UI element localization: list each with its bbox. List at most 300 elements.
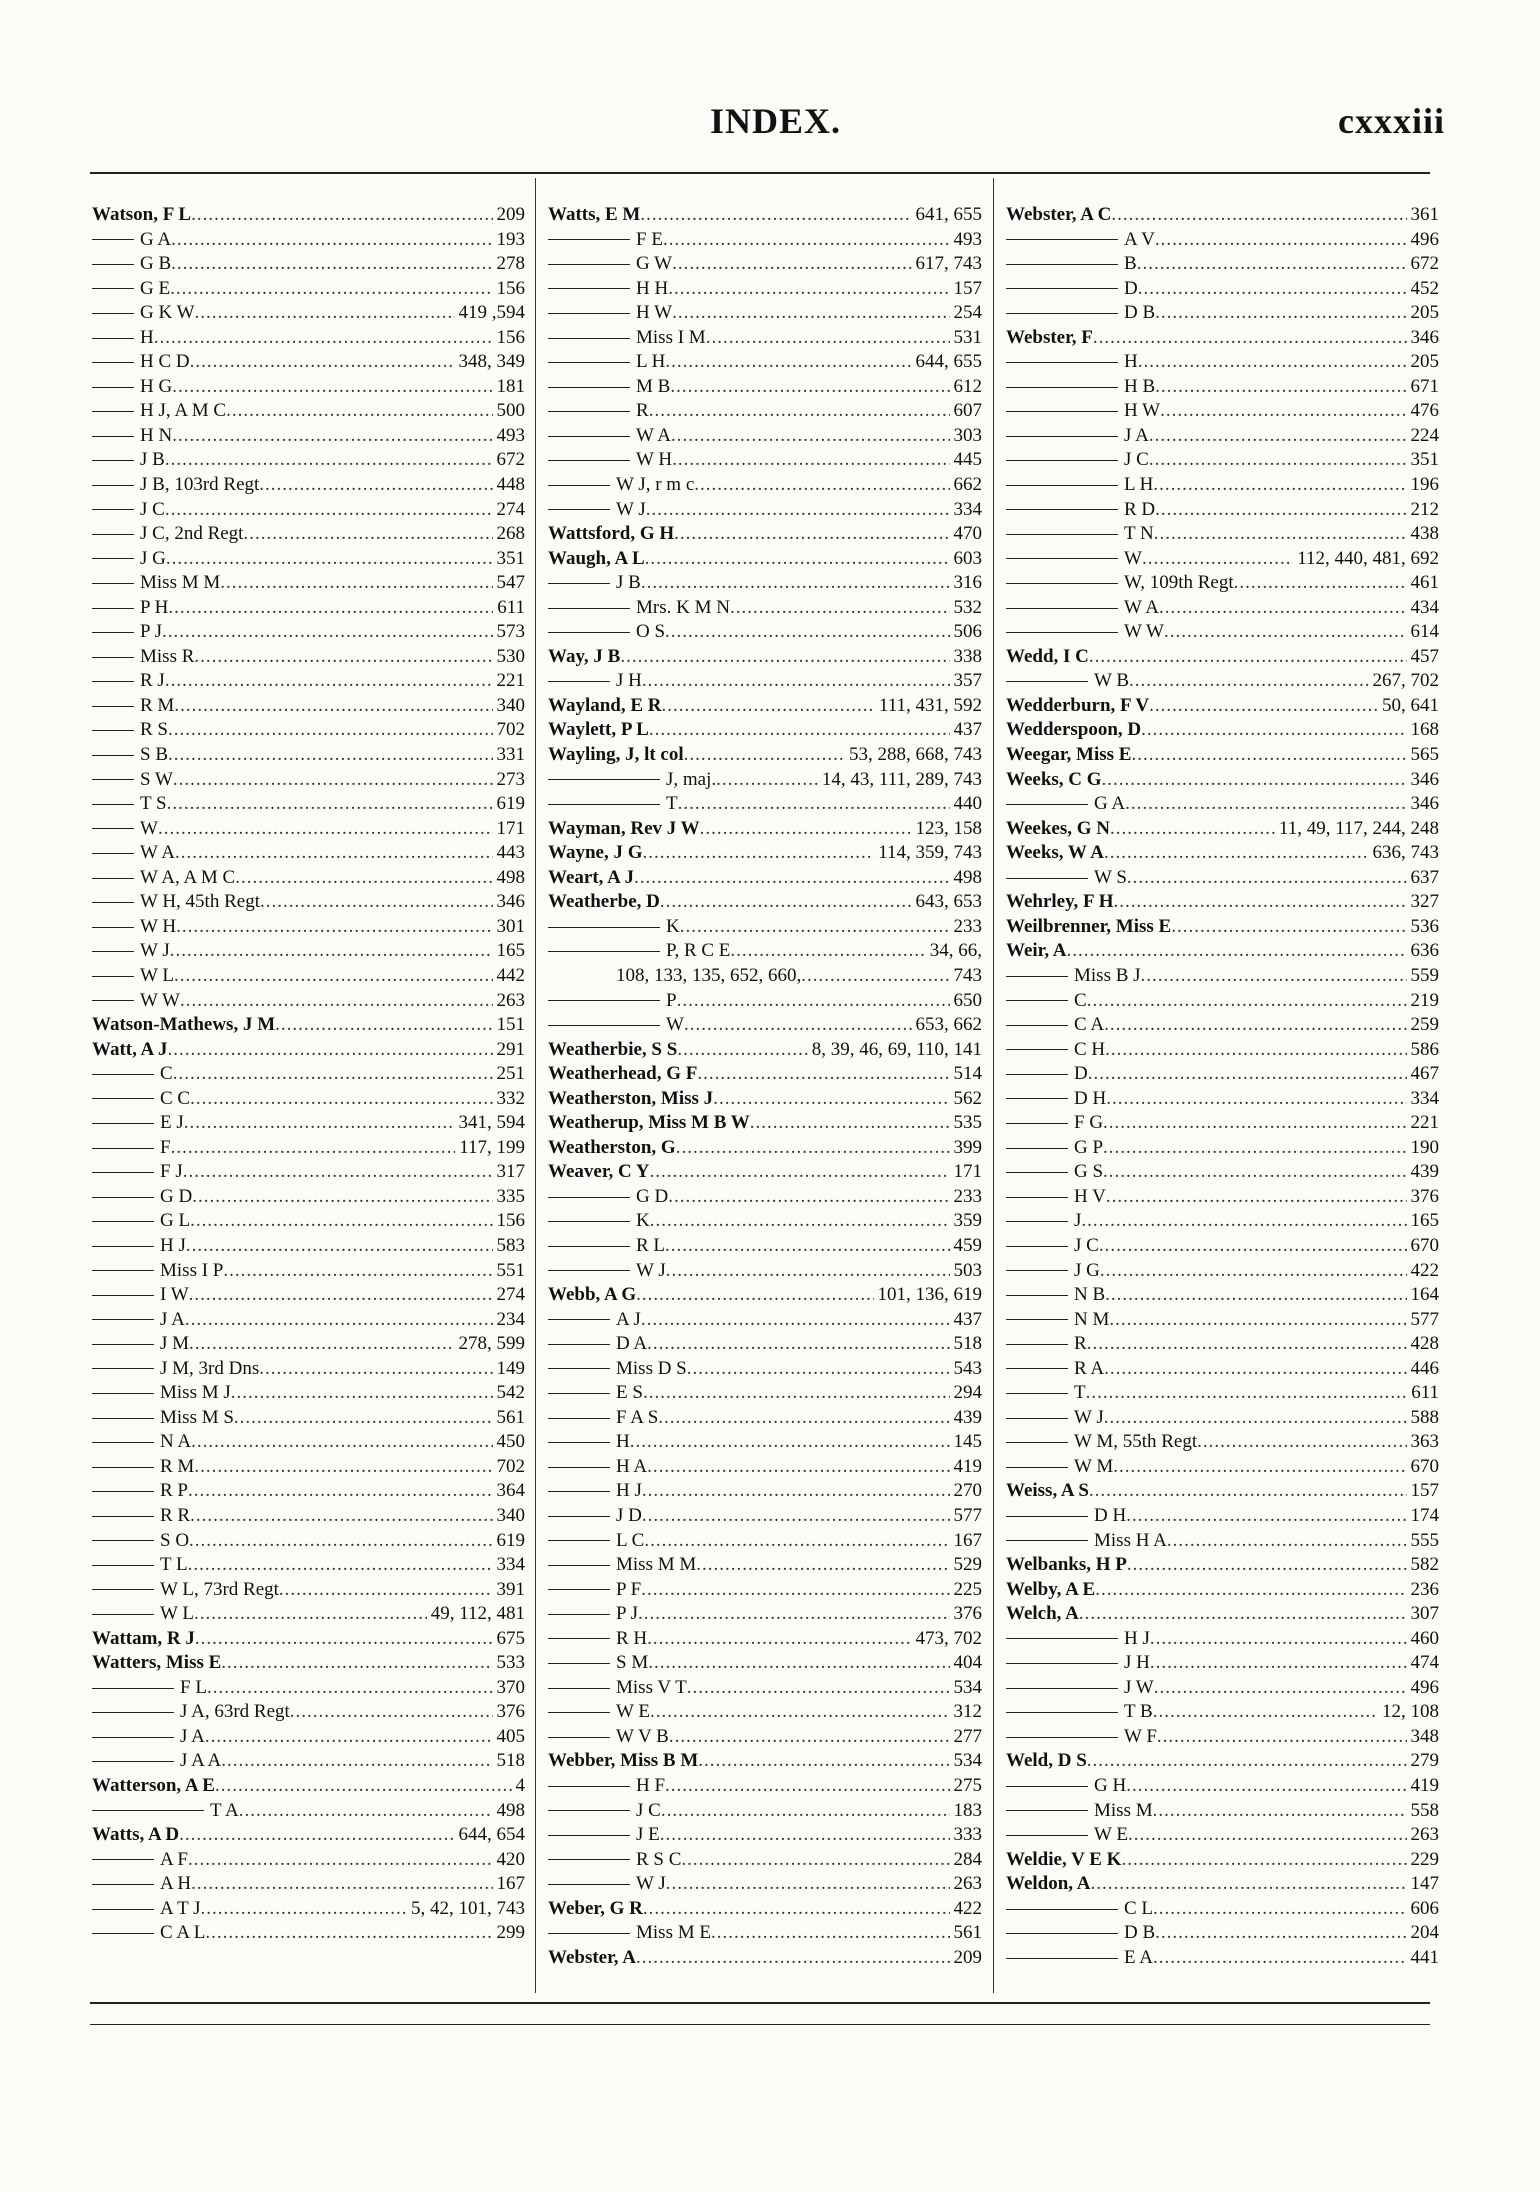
leader-dots	[660, 890, 912, 915]
index-entry	[548, 841, 982, 866]
leader-dots	[189, 1283, 493, 1308]
entry-pages: 12, 108	[1382, 1701, 1439, 1723]
entry-pages: 270	[953, 1480, 982, 1502]
entry-pages: 536	[1410, 915, 1439, 937]
ditto-dash	[92, 1467, 154, 1468]
leader-dots	[672, 301, 949, 326]
entry-pages: 157	[953, 277, 982, 299]
index-entry	[548, 326, 982, 351]
ditto-dash	[548, 1246, 630, 1247]
entry-pages: 420	[496, 1848, 525, 1870]
ditto-dash	[92, 509, 134, 510]
index-entry	[548, 1676, 982, 1701]
entry-name: Wedderburn, F V	[1006, 694, 1150, 716]
entry-pages: 233	[953, 915, 982, 937]
entry-name: W S	[1094, 866, 1127, 888]
ditto-dash	[1006, 1663, 1118, 1664]
leader-dots	[179, 1823, 454, 1848]
ditto-dash	[548, 436, 630, 437]
entry-pages: 636	[1410, 940, 1439, 962]
index-entry	[92, 768, 525, 793]
index-entry	[548, 498, 982, 523]
entry-pages: 299	[496, 1922, 525, 1944]
index-entry	[548, 1455, 982, 1480]
entry-name: G K W	[140, 302, 195, 324]
entry-name: A T J	[160, 1897, 201, 1919]
entry-pages: 151	[496, 1014, 525, 1036]
leader-dots	[201, 1897, 408, 1922]
entry-pages: 617, 743	[915, 253, 982, 275]
ditto-dash	[548, 1221, 630, 1222]
entry-pages: 251	[496, 1063, 525, 1085]
entry-name: A H	[160, 1873, 192, 1895]
ditto-dash	[92, 1516, 154, 1517]
leader-dots	[1079, 1602, 1407, 1627]
index-entry	[92, 252, 525, 277]
entry-pages: 607	[953, 400, 982, 422]
index-entry	[548, 1799, 982, 1824]
page-number: cxxxiii	[1338, 101, 1445, 141]
leader-dots	[239, 1799, 493, 1824]
leader-dots	[648, 1651, 949, 1676]
entry-pages: 619	[496, 793, 525, 815]
entry-pages: 419 ,594	[458, 302, 525, 324]
entry-name: W W	[1124, 621, 1164, 643]
index-entry	[548, 1553, 982, 1578]
ditto-dash	[1006, 1516, 1088, 1517]
leader-dots	[1089, 645, 1407, 670]
entry-name: Watters, Miss E	[92, 1652, 222, 1674]
leader-dots	[1104, 1013, 1406, 1038]
index-entry	[1006, 1602, 1439, 1627]
entry-pages: 34, 66,	[929, 940, 982, 962]
index-entry	[92, 1848, 525, 1873]
index-entry	[548, 1209, 982, 1234]
entry-name: J C	[636, 1799, 661, 1821]
leader-dots	[1153, 1897, 1406, 1922]
ditto-dash	[1006, 1835, 1088, 1836]
leader-dots	[194, 645, 492, 670]
index-entry	[92, 1774, 525, 1799]
ditto-dash	[92, 338, 134, 339]
entry-name: Webster, F	[1006, 326, 1093, 348]
index-entry	[1006, 375, 1439, 400]
entry-name: Wehrley, F H	[1006, 891, 1114, 913]
entry-pages: 586	[1410, 1038, 1439, 1060]
index-entry	[548, 522, 982, 547]
index-entry	[1006, 1872, 1439, 1897]
index-entry	[1006, 301, 1439, 326]
leader-dots	[1153, 1946, 1406, 1971]
leader-dots	[290, 1700, 493, 1725]
index-entry	[92, 1136, 525, 1161]
entry-name: F A S	[616, 1406, 659, 1428]
index-entry	[1006, 1676, 1439, 1701]
entry-pages: 224	[1410, 424, 1439, 446]
entry-pages: 307	[1410, 1603, 1439, 1625]
entry-name: D	[1074, 1063, 1088, 1085]
leader-dots	[1106, 1087, 1406, 1112]
entry-pages: 500	[496, 400, 525, 422]
index-entry	[1006, 1823, 1439, 1848]
entry-name: Mrs. K M N	[636, 596, 730, 618]
leader-dots	[640, 203, 911, 228]
leader-dots	[188, 1553, 493, 1578]
index-entry	[548, 277, 982, 302]
entry-name: D H	[1094, 1504, 1127, 1526]
leader-dots	[172, 375, 492, 400]
page-title: INDEX.	[710, 101, 842, 141]
index-entry	[548, 964, 982, 989]
entry-pages: 450	[496, 1431, 525, 1453]
leader-dots	[165, 448, 493, 473]
entry-name: H G	[140, 375, 173, 397]
entry-name: T N	[1124, 523, 1154, 545]
ditto-dash	[1006, 1810, 1088, 1811]
index-entry	[1006, 1111, 1439, 1136]
leader-dots	[1127, 1553, 1407, 1578]
ditto-dash	[548, 951, 660, 952]
index-entry	[1006, 1504, 1439, 1529]
ditto-dash	[92, 558, 134, 559]
leader-dots	[1081, 1209, 1406, 1234]
entry-pages: 53, 288, 668, 743	[849, 744, 982, 766]
entry-name: W A, A M C	[140, 866, 236, 888]
entry-name: Weilbrenner, Miss E	[1006, 915, 1172, 937]
index-entry	[92, 473, 525, 498]
entry-name: G D	[160, 1185, 193, 1207]
index-entry	[92, 1357, 525, 1382]
index-entry	[548, 694, 982, 719]
entry-pages: 474	[1410, 1652, 1439, 1674]
ditto-dash	[1006, 632, 1118, 633]
leader-dots	[642, 1479, 950, 1504]
ditto-dash	[92, 1859, 154, 1860]
entry-name: C C	[160, 1087, 191, 1109]
leader-dots	[1154, 1676, 1407, 1701]
entry-name: L H	[636, 351, 666, 373]
index-entry	[548, 252, 982, 277]
entry-pages: 459	[953, 1234, 982, 1256]
entry-name: E J	[160, 1112, 184, 1134]
leader-dots	[189, 1529, 492, 1554]
entry-name: W H, 45th Regt	[140, 891, 260, 913]
index-entry	[1006, 939, 1439, 964]
entry-name: Miss M J	[160, 1382, 231, 1404]
entry-pages: 391	[496, 1578, 525, 1600]
index-entry	[548, 1946, 982, 1971]
entry-name: 108, 133, 135, 652, 660,	[616, 964, 802, 986]
leader-dots	[713, 1087, 949, 1112]
index-entry	[92, 498, 525, 523]
entry-name: J	[1074, 1210, 1082, 1232]
entry-name: W J	[616, 498, 646, 520]
ditto-dash	[92, 362, 134, 363]
entry-name: B	[1124, 253, 1137, 275]
entry-pages: 637	[1410, 866, 1439, 888]
leader-dots	[801, 964, 949, 989]
entry-name: Watson, F L	[92, 204, 192, 225]
entry-name: R S C	[636, 1848, 682, 1870]
index-entry	[1006, 326, 1439, 351]
entry-pages: 533	[496, 1652, 525, 1674]
ditto-dash	[1006, 264, 1118, 265]
leader-dots	[1093, 326, 1407, 351]
leader-dots	[634, 866, 949, 891]
entry-pages: 277	[953, 1725, 982, 1747]
entry-name: Way, J B	[548, 645, 621, 667]
entry-name: J A A	[180, 1750, 222, 1772]
ditto-dash	[1006, 583, 1118, 584]
entry-pages: 156	[496, 1210, 525, 1232]
ditto-dash	[92, 730, 134, 731]
index-entry	[1006, 1038, 1439, 1063]
index-entry	[548, 817, 982, 842]
entry-name: W J	[636, 1873, 666, 1895]
ditto-dash	[1006, 1418, 1068, 1419]
index-entry	[92, 1283, 525, 1308]
entry-name: Watt, A J	[92, 1038, 168, 1060]
leader-dots	[168, 743, 493, 768]
entry-name: W H	[140, 915, 177, 937]
entry-pages: 422	[1410, 1259, 1439, 1281]
entry-name: W E	[616, 1701, 650, 1723]
entry-name: H W	[1124, 400, 1161, 422]
entry-name: J A	[1124, 424, 1149, 446]
index-entry	[1006, 1774, 1439, 1799]
entry-name: R L	[636, 1234, 666, 1256]
entry-pages: 221	[1410, 1112, 1439, 1134]
entry-pages: 147	[1410, 1873, 1439, 1895]
entry-name: N A	[160, 1431, 192, 1453]
index-entry	[92, 939, 525, 964]
index-entry	[92, 890, 525, 915]
leader-dots	[1154, 522, 1407, 547]
leader-dots	[275, 1013, 492, 1038]
ditto-dash	[92, 264, 134, 265]
ditto-dash	[548, 1638, 610, 1639]
index-entry	[92, 1406, 525, 1431]
leader-dots	[191, 1430, 492, 1455]
leader-dots	[660, 1823, 950, 1848]
index-entry	[548, 1038, 982, 1063]
index-entry	[1006, 1259, 1439, 1284]
entry-name: Miss D S	[616, 1357, 687, 1379]
entry-pages: 439	[953, 1406, 982, 1428]
entry-pages: 662	[953, 474, 982, 496]
entry-name: R R	[160, 1504, 191, 1526]
entry-pages: 437	[953, 1308, 982, 1330]
entry-pages: 376	[953, 1603, 982, 1625]
ditto-dash	[92, 608, 134, 609]
entry-name: E A	[1124, 1946, 1154, 1968]
leader-dots	[1087, 1332, 1407, 1357]
entry-pages: 4	[515, 1775, 525, 1796]
top-rule	[90, 172, 1430, 174]
index-entry	[548, 1602, 982, 1627]
index-entry	[548, 1259, 982, 1284]
leader-dots	[1087, 1749, 1407, 1774]
index-entry	[92, 915, 525, 940]
entry-name: Miss I P	[160, 1259, 224, 1281]
index-entry	[1006, 1479, 1439, 1504]
entry-pages: 233	[953, 1185, 982, 1207]
entry-name: S M	[616, 1652, 649, 1674]
leader-dots	[669, 1725, 950, 1750]
leader-dots	[189, 1332, 454, 1357]
leader-dots	[194, 1455, 492, 1480]
index-entry	[1006, 571, 1439, 596]
leader-dots	[687, 1357, 950, 1382]
index-entry	[548, 1823, 982, 1848]
index-entry	[92, 399, 525, 424]
ditto-dash	[548, 485, 610, 486]
index-entry	[548, 1749, 982, 1774]
index-entry	[92, 1651, 525, 1676]
ditto-dash	[92, 1197, 154, 1198]
ditto-dash	[1006, 1246, 1068, 1247]
entry-name: J B	[616, 572, 641, 594]
index-entry	[92, 743, 525, 768]
entry-name: W L	[140, 964, 174, 986]
entry-pages: 357	[953, 670, 982, 692]
entry-name: J C, 2nd Regt	[140, 523, 244, 545]
ditto-dash	[1006, 1393, 1068, 1394]
ditto-dash	[92, 804, 134, 805]
leader-dots	[1234, 571, 1407, 596]
entry-name: Miss B J	[1074, 964, 1141, 986]
index-entry	[1006, 743, 1439, 768]
index-entry	[548, 1406, 982, 1431]
ditto-dash	[92, 436, 134, 437]
ditto-dash	[92, 1712, 174, 1713]
entry-pages: 117, 199	[459, 1136, 525, 1158]
index-entry	[92, 1209, 525, 1234]
entry-name: Miss H A	[1094, 1529, 1167, 1551]
leader-dots	[190, 350, 455, 375]
entry-name: Weegar, Miss E	[1006, 744, 1132, 766]
leader-dots	[1160, 399, 1406, 424]
entry-name: J C	[140, 498, 165, 520]
leader-dots	[696, 1553, 949, 1578]
ditto-dash	[548, 779, 660, 780]
ditto-dash	[548, 1565, 610, 1566]
index-entry	[548, 228, 982, 253]
entry-name: Welch, A	[1006, 1603, 1079, 1625]
ditto-dash	[92, 828, 134, 829]
entry-pages: 644, 655	[915, 351, 982, 373]
ditto-dash	[92, 878, 134, 879]
index-entry	[1006, 522, 1439, 547]
index-entry	[548, 1921, 982, 1946]
ditto-dash	[92, 411, 134, 412]
leader-dots	[650, 1700, 950, 1725]
ditto-dash	[548, 411, 630, 412]
entry-pages: 333	[953, 1824, 982, 1846]
index-entry	[1006, 596, 1439, 621]
index-entry	[92, 1725, 525, 1750]
entry-pages: 518	[496, 1750, 525, 1772]
entry-name: Weatherbie, S S	[548, 1038, 678, 1060]
entry-pages: 327	[1410, 891, 1439, 913]
leader-dots	[677, 1038, 807, 1063]
index-entry	[1006, 399, 1439, 424]
ditto-dash	[92, 976, 134, 977]
ditto-dash	[92, 1000, 134, 1001]
ditto-dash	[548, 460, 630, 461]
index-entry	[548, 1308, 982, 1333]
leader-dots	[636, 1946, 950, 1971]
ditto-dash	[92, 288, 134, 289]
ditto-dash	[92, 1491, 154, 1492]
leader-dots	[235, 866, 492, 891]
leader-dots	[223, 1259, 492, 1284]
entry-name: G L	[160, 1210, 191, 1232]
entry-name: W L, 73rd Regt	[160, 1578, 279, 1600]
entry-name: Weber, G R	[548, 1897, 643, 1919]
index-entry	[1006, 669, 1439, 694]
entry-pages: 11, 49, 117, 244, 248	[1278, 817, 1439, 839]
index-entry	[1006, 1283, 1439, 1308]
ditto-dash	[548, 1835, 630, 1836]
index-entry	[92, 645, 525, 670]
entry-pages: 399	[953, 1136, 982, 1158]
entry-name: W M, 55th Regt	[1074, 1431, 1198, 1453]
bottom-rule-thin	[90, 2024, 1430, 2025]
entry-pages: 157	[1410, 1480, 1439, 1502]
index-entry	[92, 1921, 525, 1946]
entry-name: D A	[616, 1333, 648, 1355]
ditto-dash	[548, 1540, 610, 1541]
leader-dots	[1086, 1381, 1408, 1406]
entry-pages: 643, 653	[915, 891, 982, 913]
entry-pages: 653, 662	[915, 1014, 982, 1036]
ditto-dash	[92, 1344, 154, 1345]
entry-name: W J	[636, 1259, 666, 1281]
index-entry	[92, 841, 525, 866]
index-entry	[1006, 1234, 1439, 1259]
entry-pages: 534	[953, 1750, 982, 1772]
index-entry	[92, 1013, 525, 1038]
leader-dots	[183, 1160, 493, 1185]
index-entry	[92, 792, 525, 817]
ditto-dash	[1006, 1172, 1068, 1173]
entry-pages: 535	[953, 1112, 982, 1134]
leader-dots	[687, 1676, 950, 1701]
entry-name: D	[1124, 277, 1138, 299]
entry-pages: 301	[496, 915, 525, 937]
ditto-dash	[548, 387, 630, 388]
leader-dots	[184, 1111, 455, 1136]
entry-pages: 441	[1410, 1946, 1439, 1968]
ditto-dash	[92, 1737, 174, 1738]
ditto-dash	[1006, 1319, 1068, 1320]
index-entry	[1006, 1013, 1439, 1038]
entry-name: F	[160, 1136, 171, 1158]
leader-dots	[221, 1749, 492, 1774]
entry-name: W J	[140, 940, 170, 962]
leader-dots	[1125, 792, 1406, 817]
leader-dots	[1095, 1578, 1406, 1603]
leader-dots	[1138, 277, 1407, 302]
entry-pages: 165	[496, 940, 525, 962]
leader-dots	[684, 1013, 912, 1038]
entry-name: H H	[636, 277, 669, 299]
entry-name: N M	[1074, 1308, 1110, 1330]
index-entry	[1006, 1136, 1439, 1161]
entry-pages: 111, 431, 592	[878, 694, 982, 716]
ditto-dash	[1006, 1467, 1068, 1468]
